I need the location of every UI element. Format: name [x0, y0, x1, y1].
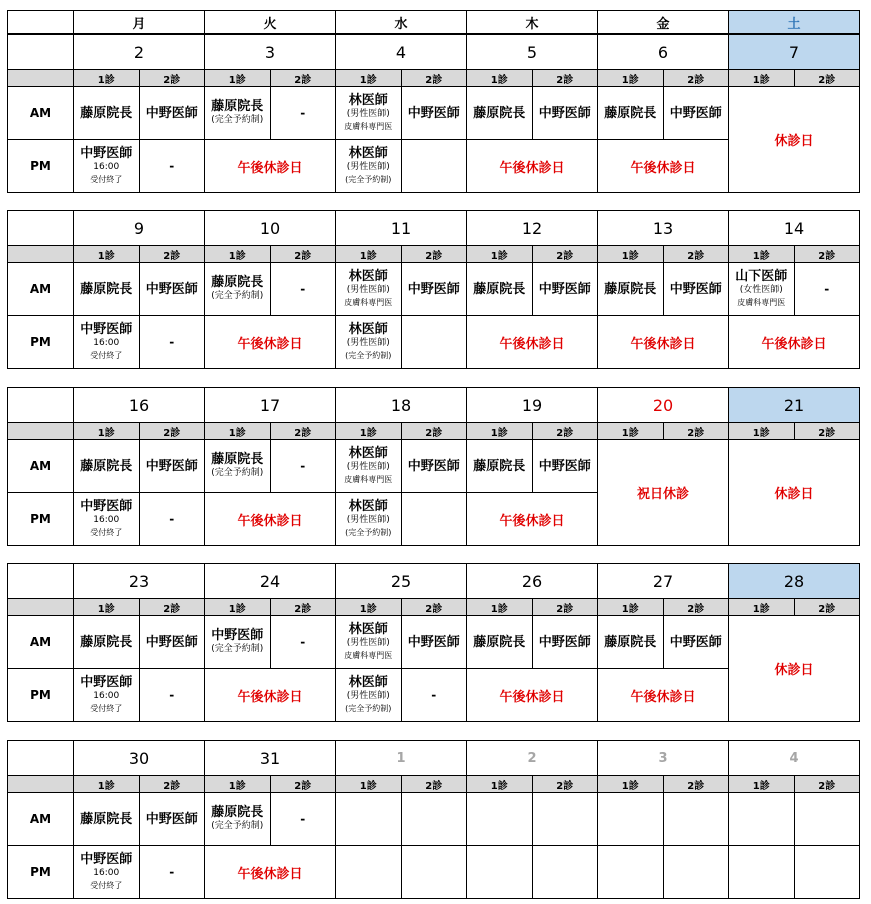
doctor-name: 藤原院長 [80, 811, 133, 827]
doctor-name: 林医師 [348, 269, 388, 284]
afternoon-closed-cell: 午後休診日 [598, 316, 729, 369]
doctor-slot [336, 493, 402, 546]
doctor-slot [467, 440, 533, 493]
afternoon-closed-cell: 午後休診日 [467, 669, 598, 722]
doctor-name: 中野医師 [538, 634, 591, 650]
date-cell: 3 [598, 741, 729, 776]
doctor-slot [205, 793, 271, 846]
empty-slot: - [270, 793, 336, 846]
date-cell: 16 [74, 388, 205, 423]
empty-slot [794, 793, 860, 846]
doctor-note-2: 受付終了 [90, 528, 123, 537]
doctor-slot [532, 87, 598, 140]
doctor-slot [401, 87, 467, 140]
doctor-note: (男性医師) [346, 515, 390, 525]
header-corner [8, 11, 74, 34]
empty-slot [401, 493, 467, 546]
date-cell: 27 [598, 564, 729, 599]
weekday-wed: 水 [336, 11, 467, 34]
slot-2-label: 2診 [794, 246, 860, 263]
slot-2-label: 2診 [794, 423, 860, 440]
weekday-mon: 月 [74, 11, 205, 34]
doctor-slot [663, 263, 729, 316]
doctor-name: 藤原院長 [473, 105, 526, 121]
slot-1-label: 1診 [729, 599, 795, 616]
slot-2-label: 2診 [139, 599, 205, 616]
doctor-slot [74, 846, 140, 899]
empty-slot [467, 846, 533, 899]
empty-slot [532, 846, 598, 899]
closed-day-cell: 休診日 [729, 616, 860, 722]
slot-2-label: 2診 [794, 70, 860, 87]
slot-1-label: 1診 [598, 423, 664, 440]
slot-1-label: 1診 [729, 70, 795, 87]
afternoon-closed-cell: 午後休診日 [205, 316, 336, 369]
empty-slot [598, 793, 664, 846]
am-label: AM [8, 793, 74, 846]
date-cell: 12 [467, 211, 598, 246]
date-cell: 19 [467, 388, 598, 423]
slot-1-label: 1診 [729, 246, 795, 263]
empty-slot [729, 793, 795, 846]
empty-slot [598, 846, 664, 899]
doctor-name: 藤原院長 [473, 634, 526, 650]
empty-slot [336, 793, 402, 846]
slot-1-label: 1診 [598, 776, 664, 793]
doctor-note: (女性医師) [739, 285, 783, 295]
empty-slot [663, 846, 729, 899]
am-label: AM [8, 263, 74, 316]
slot-1-label: 1診 [74, 599, 140, 616]
doctor-note: (完全予約制) [211, 468, 264, 478]
doctor-name: 藤原院長 [211, 275, 264, 290]
doctor-name: 藤原院長 [80, 105, 133, 121]
slot-2-label: 2診 [401, 246, 467, 263]
date-cell: 4 [336, 35, 467, 70]
afternoon-closed-cell: 午後休診日 [598, 669, 729, 722]
doctor-slot [74, 493, 140, 546]
pm-label: PM [8, 493, 74, 546]
slot-2-label: 2診 [532, 246, 598, 263]
doctor-note: 16:00 [93, 868, 120, 878]
doctor-name: 中野医師 [80, 675, 133, 690]
date-cell: 30 [74, 741, 205, 776]
doctor-note: 16:00 [93, 515, 120, 525]
doctor-note: 16:00 [93, 162, 120, 172]
doctor-slot [74, 316, 140, 369]
closed-day-cell: 休診日 [729, 440, 860, 546]
doctor-name: 中野医師 [669, 105, 722, 121]
slot-1-label: 1診 [74, 70, 140, 87]
doctor-name: 中野医師 [145, 634, 198, 650]
weekday-thu: 木 [467, 11, 598, 34]
slot-2-label: 2診 [139, 70, 205, 87]
doctor-name: 藤原院長 [604, 105, 657, 121]
doctor-note: (男性医師) [346, 638, 390, 648]
doctor-name: 林医師 [348, 499, 388, 514]
doctor-note: 16:00 [93, 691, 120, 701]
slot-1-label: 1診 [74, 246, 140, 263]
doctor-slot [205, 616, 271, 669]
slot-1-label: 1診 [467, 423, 533, 440]
am-label: AM [8, 616, 74, 669]
date-cell: 28 [729, 564, 860, 599]
doctor-slot [139, 440, 205, 493]
empty-slot [401, 793, 467, 846]
doctor-note: (男性医師) [346, 162, 390, 172]
slot-1-label: 1診 [205, 70, 271, 87]
afternoon-closed-cell: 午後休診日 [205, 846, 336, 899]
afternoon-closed-cell: 午後休診日 [205, 669, 336, 722]
doctor-slot [729, 263, 795, 316]
doctor-slot [336, 440, 402, 493]
slot-2-label: 2診 [139, 423, 205, 440]
empty-slot: - [139, 493, 205, 546]
date-cell: 6 [598, 35, 729, 70]
slot-1-label: 1診 [205, 599, 271, 616]
slot-1-label: 1診 [205, 246, 271, 263]
doctor-note-2: 皮膚科専門医 [344, 122, 393, 131]
slot-2-label: 2診 [401, 70, 467, 87]
date-cell: 14 [729, 211, 860, 246]
slot-1-label: 1診 [729, 776, 795, 793]
date-cell: 18 [336, 388, 467, 423]
afternoon-closed-cell: 午後休診日 [205, 493, 336, 546]
doctor-slot [401, 616, 467, 669]
doctor-slot [401, 263, 467, 316]
slot-corner [8, 599, 74, 616]
date-cell: 2 [74, 35, 205, 70]
slot-2-label: 2診 [794, 776, 860, 793]
weekday-sat: 土 [729, 11, 860, 34]
slot-1-label: 1診 [598, 70, 664, 87]
week-2 [7, 210, 860, 369]
doctor-slot [74, 140, 140, 193]
doctor-slot [598, 616, 664, 669]
slot-2-label: 2診 [139, 776, 205, 793]
doctor-name: 中野医師 [538, 281, 591, 297]
afternoon-closed-cell: 午後休診日 [729, 316, 860, 369]
doctor-name: 中野医師 [407, 281, 460, 297]
doctor-note-2: 皮膚科専門医 [344, 651, 393, 660]
slot-2-label: 2診 [139, 246, 205, 263]
doctor-slot [336, 263, 402, 316]
doctor-note-2: (完全予約制) [345, 175, 392, 184]
doctor-slot [336, 616, 402, 669]
empty-slot [729, 846, 795, 899]
slot-2-label: 2診 [270, 599, 336, 616]
slot-1-label: 1診 [467, 599, 533, 616]
date-corner [8, 211, 74, 246]
doctor-note-2: (完全予約制) [345, 528, 392, 537]
date-corner [8, 741, 74, 776]
doctor-name: 中野医師 [407, 634, 460, 650]
date-cell: 23 [74, 564, 205, 599]
slot-2-label: 2診 [663, 70, 729, 87]
afternoon-closed-cell: 午後休診日 [467, 316, 598, 369]
doctor-name: 藤原院長 [473, 281, 526, 297]
date-corner [8, 35, 74, 70]
doctor-note: (男性医師) [346, 462, 390, 472]
doctor-slot [74, 669, 140, 722]
doctor-name: 藤原院長 [80, 281, 133, 297]
empty-slot: - [139, 140, 205, 193]
afternoon-closed-cell: 午後休診日 [467, 493, 598, 546]
doctor-note-2: 受付終了 [90, 175, 123, 184]
empty-slot [794, 846, 860, 899]
date-cell: 13 [598, 211, 729, 246]
slot-1-label: 1診 [336, 70, 402, 87]
doctor-name: 林医師 [348, 446, 388, 461]
date-cell: 5 [467, 35, 598, 70]
date-cell: 17 [205, 388, 336, 423]
slot-1-label: 1診 [598, 246, 664, 263]
slot-corner [8, 423, 74, 440]
pm-label: PM [8, 140, 74, 193]
slot-corner [8, 70, 74, 87]
empty-slot: - [270, 87, 336, 140]
weekday-fri: 金 [598, 11, 729, 34]
doctor-slot [336, 140, 402, 193]
slot-2-label: 2診 [401, 599, 467, 616]
empty-slot: - [139, 846, 205, 899]
slot-1-label: 1診 [74, 776, 140, 793]
doctor-slot [467, 263, 533, 316]
doctor-name: 中野医師 [80, 852, 133, 867]
doctor-slot [205, 87, 271, 140]
empty-slot [467, 793, 533, 846]
date-cell: 26 [467, 564, 598, 599]
doctor-name: 中野医師 [145, 458, 198, 474]
doctor-slot [598, 263, 664, 316]
date-cell: 1 [336, 741, 467, 776]
slot-2-label: 2診 [794, 599, 860, 616]
doctor-name: 林医師 [348, 93, 388, 108]
slot-2-label: 2診 [532, 70, 598, 87]
slot-1-label: 1診 [467, 70, 533, 87]
doctor-name: 中野医師 [669, 281, 722, 297]
slot-1-label: 1診 [205, 776, 271, 793]
date-cell: 25 [336, 564, 467, 599]
doctor-note: (男性医師) [346, 338, 390, 348]
doctor-slot [663, 616, 729, 669]
slot-2-label: 2診 [663, 599, 729, 616]
slot-2-label: 2診 [532, 599, 598, 616]
slot-2-label: 2診 [270, 70, 336, 87]
doctor-slot [467, 87, 533, 140]
doctor-name: 中野医師 [80, 146, 133, 161]
afternoon-closed-cell: 午後休診日 [205, 140, 336, 193]
doctor-name: 中野医師 [80, 499, 133, 514]
doctor-slot [74, 87, 140, 140]
doctor-slot [336, 316, 402, 369]
slot-corner [8, 246, 74, 263]
doctor-slot [205, 440, 271, 493]
doctor-name: 中野医師 [211, 628, 264, 643]
doctor-note-2: 受付終了 [90, 351, 123, 360]
am-label: AM [8, 440, 74, 493]
date-cell: 10 [205, 211, 336, 246]
slot-corner [8, 776, 74, 793]
afternoon-closed-cell: 午後休診日 [467, 140, 598, 193]
doctor-slot [139, 263, 205, 316]
afternoon-closed-cell: 午後休診日 [598, 140, 729, 193]
doctor-name: 山下医師 [735, 269, 788, 284]
slot-2-label: 2診 [532, 776, 598, 793]
slot-1-label: 1診 [336, 599, 402, 616]
pm-label: PM [8, 316, 74, 369]
doctor-name: 藤原院長 [80, 458, 133, 474]
doctor-slot [139, 616, 205, 669]
date-cell: 2 [467, 741, 598, 776]
slot-1-label: 1診 [336, 423, 402, 440]
date-cell: 31 [205, 741, 336, 776]
slot-1-label: 1診 [336, 246, 402, 263]
date-cell: 7 [729, 35, 860, 70]
week-1 [7, 34, 860, 193]
doctor-note-2: (完全予約制) [345, 351, 392, 360]
date-cell: 20 [598, 388, 729, 423]
slot-2-label: 2診 [663, 246, 729, 263]
empty-slot: - [794, 263, 860, 316]
empty-slot [401, 316, 467, 369]
weekday-tue: 火 [205, 11, 336, 34]
doctor-slot [532, 440, 598, 493]
doctor-note-2: 受付終了 [90, 881, 123, 890]
doctor-name: 林医師 [348, 146, 388, 161]
slot-1-label: 1診 [205, 423, 271, 440]
doctor-slot [205, 263, 271, 316]
doctor-name: 中野医師 [538, 458, 591, 474]
doctor-name: 藤原院長 [211, 805, 264, 820]
slot-2-label: 2診 [270, 776, 336, 793]
doctor-note: (完全予約制) [211, 291, 264, 301]
doctor-name: 藤原院長 [604, 281, 657, 297]
slot-1-label: 1診 [467, 246, 533, 263]
slot-2-label: 2診 [270, 423, 336, 440]
empty-slot: - [401, 669, 467, 722]
doctor-name: 中野医師 [145, 105, 198, 121]
closed-day-cell: 祝日休診 [598, 440, 729, 546]
doctor-note: (男性医師) [346, 109, 390, 119]
slot-2-label: 2診 [663, 776, 729, 793]
slot-1-label: 1診 [336, 776, 402, 793]
empty-slot: - [270, 263, 336, 316]
doctor-note: (完全予約制) [211, 115, 264, 125]
empty-slot [401, 140, 467, 193]
doctor-note-2: 受付終了 [90, 704, 123, 713]
closed-day-cell: 休診日 [729, 87, 860, 193]
doctor-slot [401, 440, 467, 493]
slot-1-label: 1診 [598, 599, 664, 616]
doctor-slot [598, 87, 664, 140]
empty-slot [401, 846, 467, 899]
slot-2-label: 2診 [401, 423, 467, 440]
empty-slot [336, 846, 402, 899]
doctor-name: 中野医師 [80, 322, 133, 337]
pm-label: PM [8, 669, 74, 722]
slot-2-label: 2診 [663, 423, 729, 440]
weekday-header [7, 10, 860, 34]
slot-1-label: 1診 [74, 423, 140, 440]
doctor-note-2: (完全予約制) [345, 704, 392, 713]
doctor-note: (完全予約制) [211, 644, 264, 654]
empty-slot [532, 793, 598, 846]
doctor-note-2: 皮膚科専門医 [344, 298, 393, 307]
slot-2-label: 2診 [532, 423, 598, 440]
doctor-name: 藤原院長 [473, 458, 526, 474]
slot-1-label: 1診 [729, 423, 795, 440]
date-cell: 11 [336, 211, 467, 246]
date-cell: 24 [205, 564, 336, 599]
empty-slot: - [270, 440, 336, 493]
empty-slot: - [270, 616, 336, 669]
doctor-note: (男性医師) [346, 691, 390, 701]
slot-2-label: 2診 [270, 246, 336, 263]
doctor-name: 中野医師 [145, 281, 198, 297]
doctor-slot [336, 669, 402, 722]
doctor-slot [74, 793, 140, 846]
doctor-name: 林医師 [348, 675, 388, 690]
doctor-name: 林医師 [348, 622, 388, 637]
doctor-name: 中野医師 [145, 811, 198, 827]
doctor-slot [532, 263, 598, 316]
doctor-slot [139, 793, 205, 846]
week-3 [7, 387, 860, 546]
doctor-name: 藤原院長 [211, 452, 264, 467]
date-corner [8, 388, 74, 423]
date-cell: 21 [729, 388, 860, 423]
doctor-note-2: 皮膚科専門医 [344, 475, 393, 484]
doctor-slot [663, 87, 729, 140]
date-cell: 3 [205, 35, 336, 70]
doctor-note: (完全予約制) [211, 821, 264, 831]
am-label: AM [8, 87, 74, 140]
doctor-name: 藤原院長 [604, 634, 657, 650]
doctor-slot [139, 87, 205, 140]
doctor-name: 中野医師 [669, 634, 722, 650]
empty-slot: - [139, 669, 205, 722]
slot-2-label: 2診 [401, 776, 467, 793]
doctor-note-2: 皮膚科専門医 [737, 298, 786, 307]
doctor-slot [336, 87, 402, 140]
doctor-slot [74, 440, 140, 493]
doctor-slot [74, 263, 140, 316]
date-corner [8, 564, 74, 599]
doctor-name: 中野医師 [538, 105, 591, 121]
doctor-slot [532, 616, 598, 669]
doctor-slot [74, 616, 140, 669]
doctor-slot [467, 616, 533, 669]
week-5 [7, 740, 860, 899]
doctor-name: 林医師 [348, 322, 388, 337]
slot-1-label: 1診 [467, 776, 533, 793]
doctor-name: 中野医師 [407, 458, 460, 474]
doctor-note: (男性医師) [346, 285, 390, 295]
date-cell: 4 [729, 741, 860, 776]
doctor-note: 16:00 [93, 338, 120, 348]
date-cell: 9 [74, 211, 205, 246]
doctor-name: 藤原院長 [80, 634, 133, 650]
empty-slot [663, 793, 729, 846]
doctor-name: 藤原院長 [211, 99, 264, 114]
pm-label: PM [8, 846, 74, 899]
empty-slot: - [139, 316, 205, 369]
week-4 [7, 563, 860, 722]
doctor-name: 中野医師 [407, 105, 460, 121]
